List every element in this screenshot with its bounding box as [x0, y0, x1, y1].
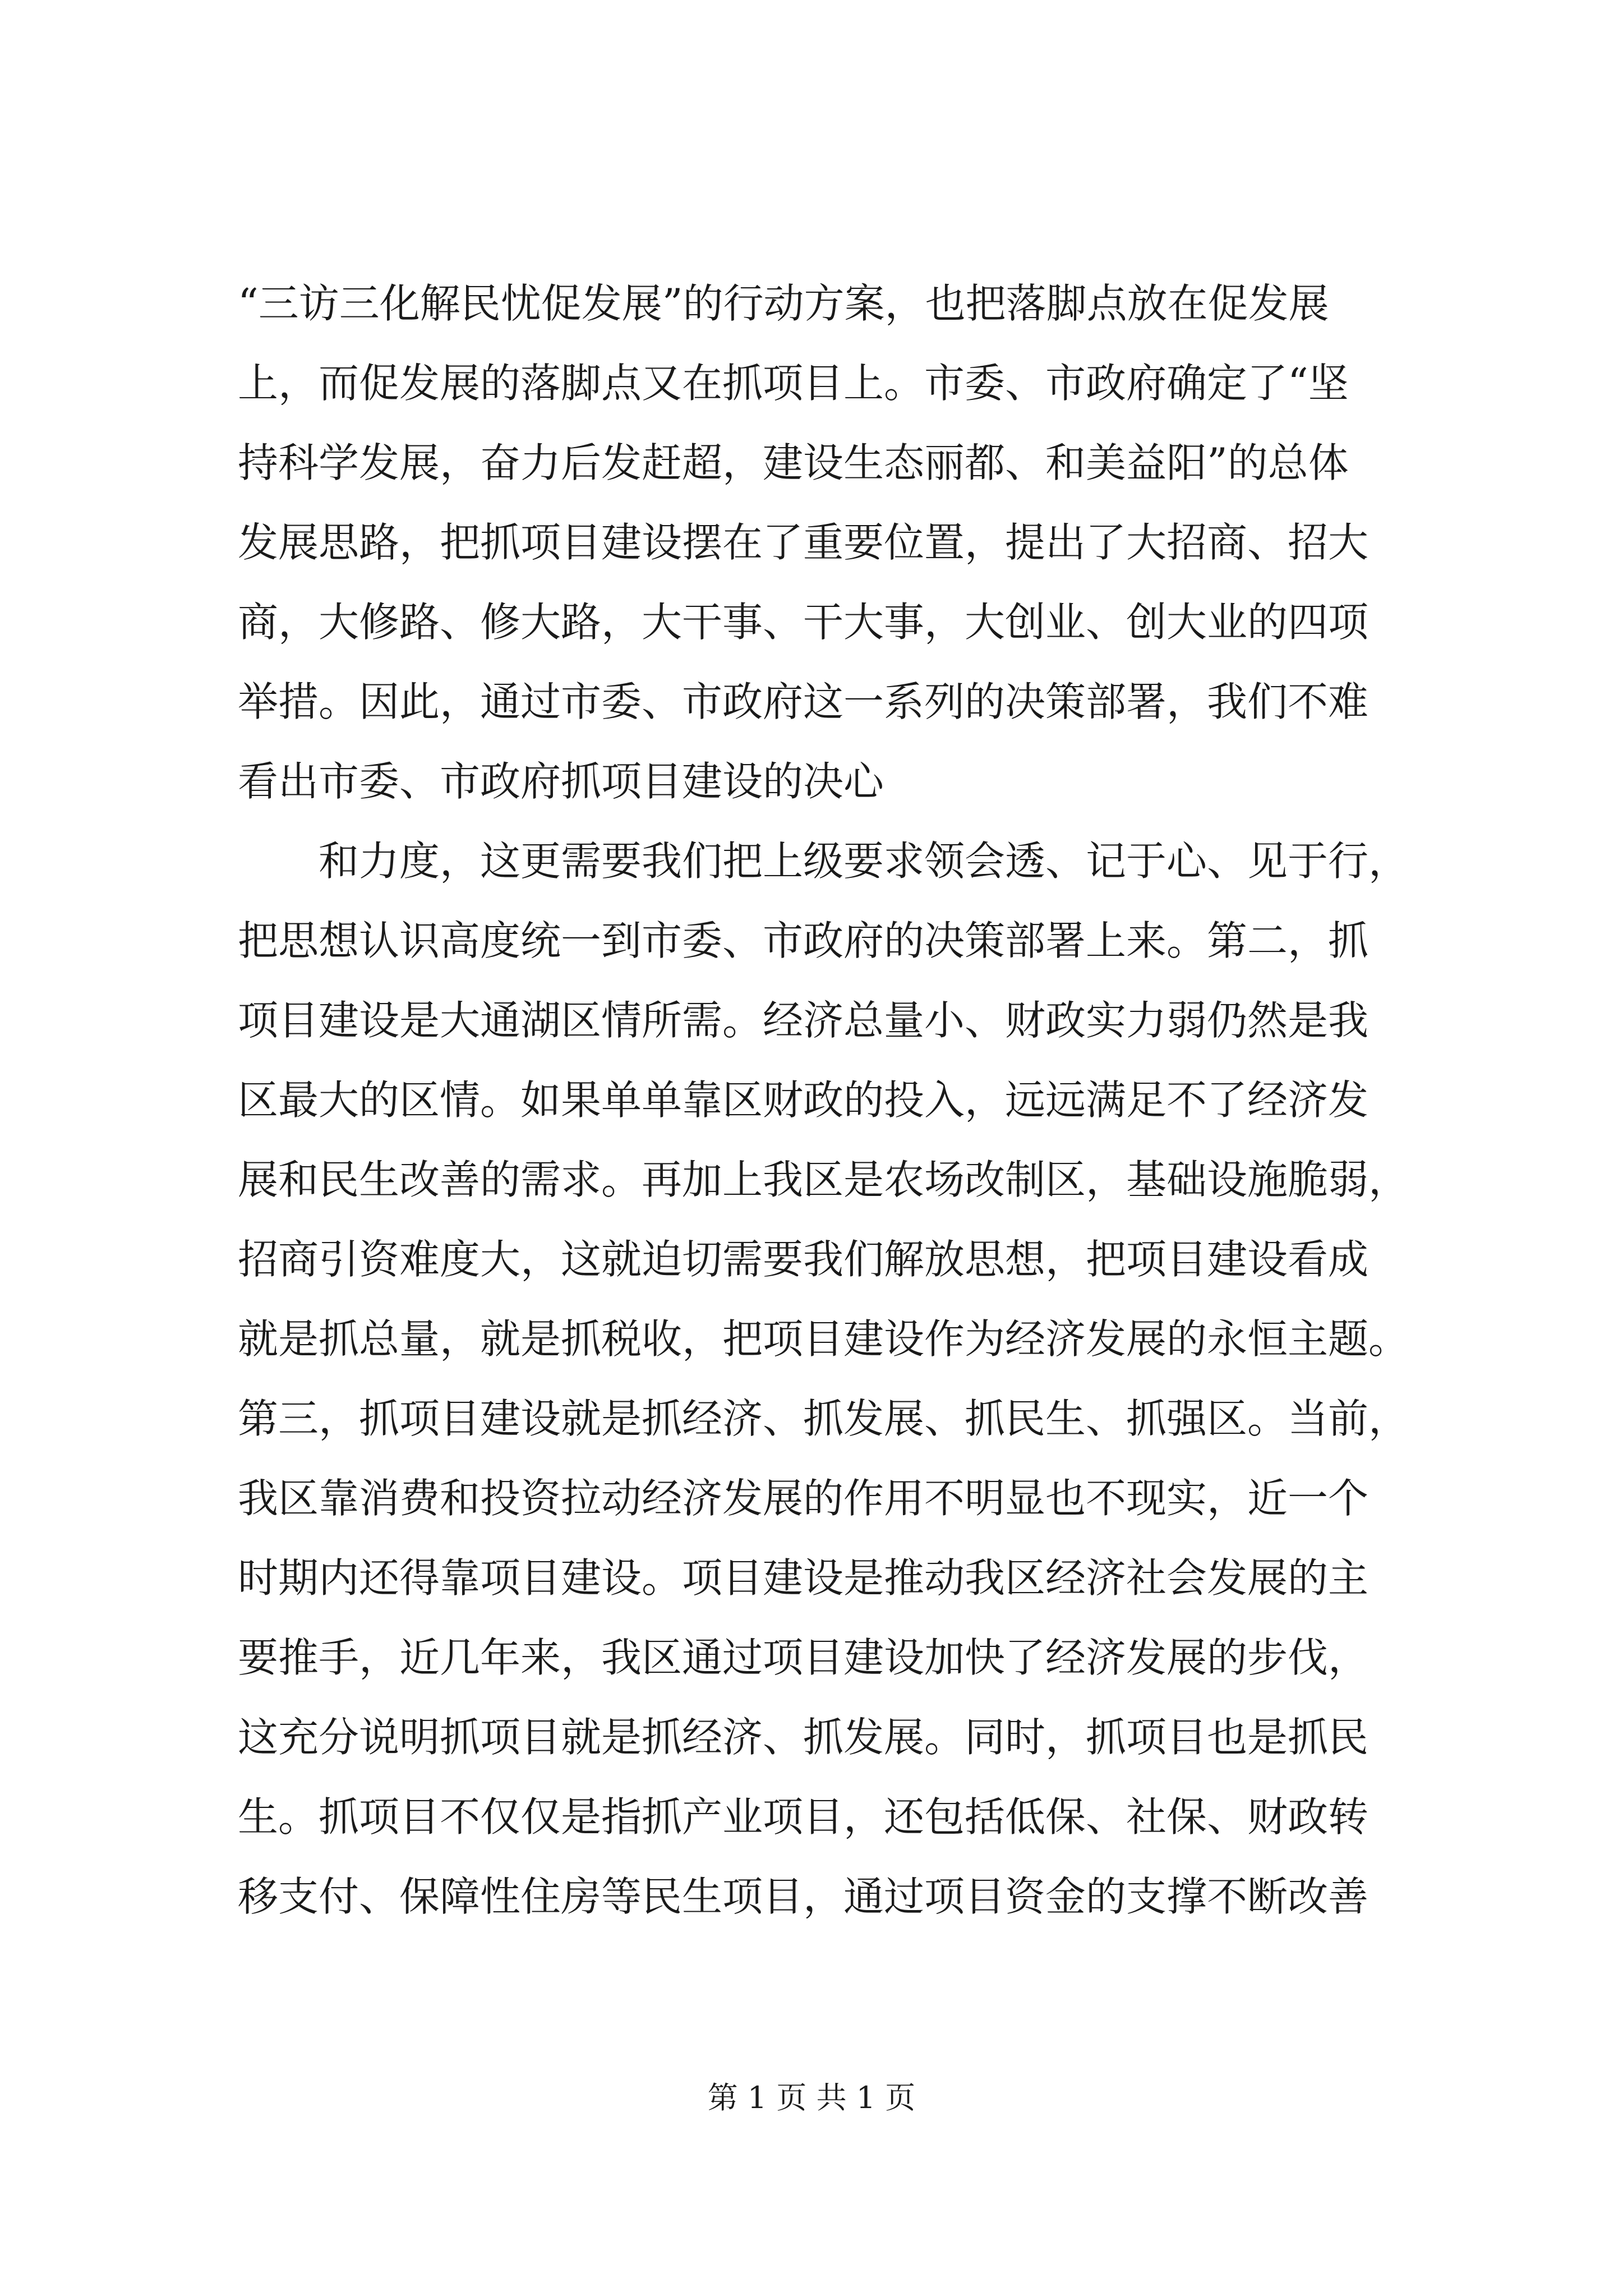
text-line: 招商引资难度大，这就迫切需要我们解放思想，把项目建设看成 [238, 1236, 1369, 1283]
text-line: 上，而促发展的落脚点又在抓项目上。市委、市政府确定了“坚 [238, 360, 1349, 407]
text-line: 时期内还得靠项目建设。项目建设是推动我区经济社会发展的主 [238, 1554, 1369, 1602]
text-line: 要推手，近几年来，我区通过项目建设加快了经济发展的步伐， [238, 1634, 1369, 1681]
text-line: 商，大修路、修大路，大干事、干大事，大创业、创大业的四项 [238, 599, 1369, 646]
text-line: 举措。因此，通过市委、市政府这一系列的决策部署，我们不难 [238, 678, 1369, 725]
text-line: 项目建设是大通湖区情所需。经济总量小、财政实力弱仍然是我 [238, 997, 1369, 1044]
text-line: 就是抓总量，就是抓税收，把项目建设作为经济发展的永恒主题。 [238, 1315, 1409, 1363]
text-line: 我区靠消费和投资拉动经济发展的作用不明显也不现实，近一个 [238, 1475, 1369, 1522]
document-body [238, 264, 1415, 1936]
text-line: 发展思路，把抓项目建设摆在了重要位置，提出了大招商、招大 [238, 519, 1369, 566]
text-line: 区最大的区情。如果单单靠区财政的投入，远远满足不了经济发 [238, 1076, 1369, 1124]
paragraph-start-line: 和力度，这更需要我们把上级要求领会透、记于心、见于行， [319, 838, 1409, 885]
text-line: 生。抓项目不仅仅是指抓产业项目，还包括低保、社保、财政转 [238, 1793, 1369, 1841]
page-number-footer: 第 1 页 共 1 页 [707, 2080, 916, 2115]
text-line: 把思想认识高度统一到市委、市政府的决策部署上来。第二，抓 [238, 917, 1369, 964]
text-line: 第三，抓项目建设就是抓经济、抓发展、抓民生、抓强区。当前， [238, 1395, 1409, 1442]
text-line: 看出市委、市政府抓项目建设的决心 [238, 758, 884, 805]
text-line: 持科学发展，奋力后发赶超，建设生态丽都、和美益阳”的总体 [238, 439, 1349, 486]
text-line: 移支付、保障性住房等民生项目，通过项目资金的支撑不断改善 [238, 1873, 1369, 1920]
text-line: “三访三化解民忧促发展”的行动方案，也把落脚点放在促发展 [238, 280, 1329, 327]
text-line: 展和民生改善的需求。再加上我区是农场改制区，基础设施脆弱， [238, 1156, 1409, 1203]
text-line: 这充分说明抓项目就是抓经济、抓发展。同时，抓项目也是抓民 [238, 1714, 1369, 1761]
